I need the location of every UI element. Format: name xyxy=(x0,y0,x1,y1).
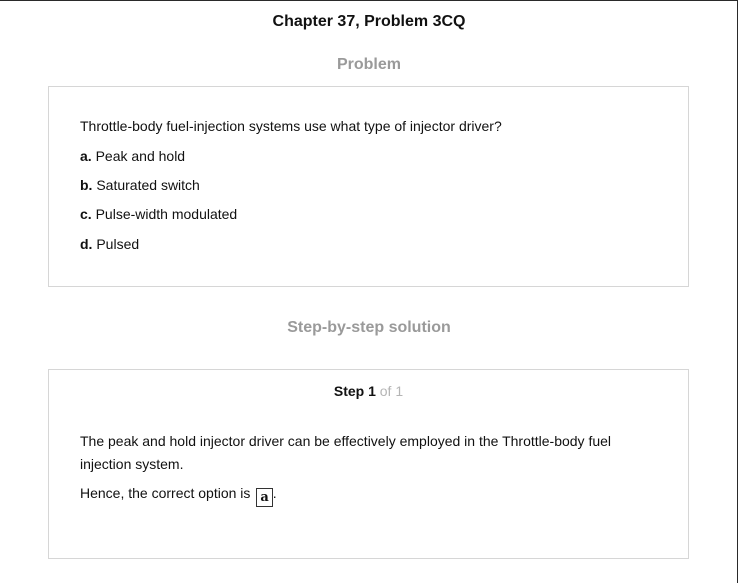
question-text: Throttle-body fuel-injection systems use what type of injector driver? xyxy=(80,118,502,134)
option-letter: b. xyxy=(80,177,93,193)
problem-card xyxy=(48,86,689,287)
answer-box: a xyxy=(256,488,272,507)
solution-card xyxy=(48,369,689,559)
solution-heading: Step-by-step solution xyxy=(287,319,451,336)
option-text: Peak and hold xyxy=(95,148,186,164)
option-c xyxy=(80,206,237,222)
option-d xyxy=(80,236,139,252)
step-indicator xyxy=(49,383,688,399)
option-letter: d. xyxy=(80,236,93,252)
solution-conclusion xyxy=(80,483,277,507)
option-letter: c. xyxy=(80,206,92,222)
option-text: Pulsed xyxy=(96,236,140,252)
step-total: of 1 xyxy=(379,383,404,399)
conclusion-text: Hence, the correct option is xyxy=(80,485,251,501)
option-text: Pulse-width modulated xyxy=(95,206,238,222)
option-letter: a. xyxy=(80,148,92,164)
option-text: Saturated switch xyxy=(96,177,200,193)
problem-heading: Problem xyxy=(336,56,401,73)
conclusion-period: . xyxy=(272,485,277,501)
option-a xyxy=(80,148,185,164)
solution-text: The peak and hold injector driver can be effectively employed in the Throttle-body fuel injection system. xyxy=(80,433,612,472)
option-b xyxy=(80,177,200,193)
step-number: Step 1 xyxy=(333,383,376,399)
page-title: Chapter 37, Problem 3CQ xyxy=(272,13,466,30)
